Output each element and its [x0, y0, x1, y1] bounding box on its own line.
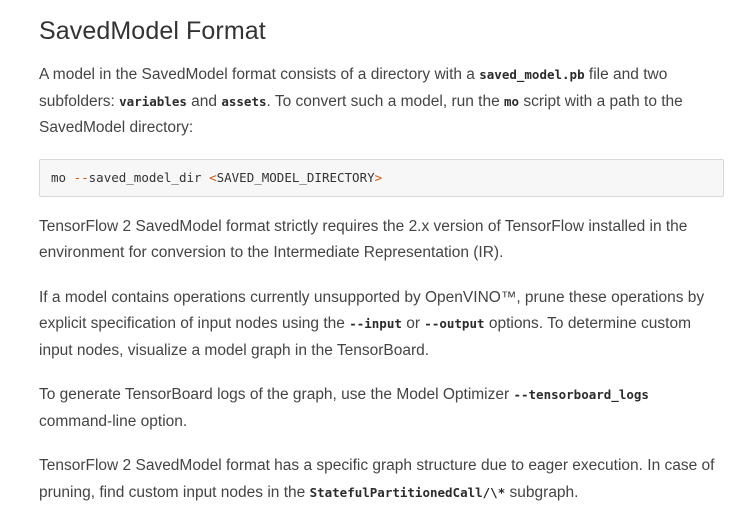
text-segment: options. To determine custom input nodes, visualize a model graph in the TensorBoard.	[39, 315, 692, 359]
text-segment: subgraph.	[505, 483, 579, 501]
text-segment: A model in the SavedModel format consists of a directory with a	[39, 66, 480, 83]
code-placeholder: SAVED_MODEL_DIRECTORY	[216, 170, 375, 185]
inline-code-assets: assets	[221, 93, 267, 109]
command-code-block[interactable]	[39, 159, 724, 197]
inline-code-output: --output	[424, 316, 485, 331]
paragraph-savedmodel-structure	[39, 62, 725, 142]
text-segment: . To convert such a model, run the	[266, 92, 505, 110]
text-segment: script with a path to the SavedModel directory:	[39, 92, 683, 136]
paragraph-graph-structure	[39, 453, 725, 506]
inline-code-mo: mo	[504, 93, 520, 109]
text-segment: TensorFlow 2 SavedModel format has a specific graph structure due to eager execution. In case of pruning, find custom input nodes in the	[39, 457, 715, 501]
inline-code-tensorboard-logs: --tensorboard_logs	[513, 387, 649, 402]
text-segment: command-line option.	[39, 412, 188, 430]
code-greater-than: >	[374, 170, 383, 185]
inline-code-saved-model-pb: saved_model.pb	[479, 67, 585, 82]
paragraph-tf2-requirement: TensorFlow 2 SavedModel format strictly requires the 2.x version of TensorFlow installed in the environment for conversion to the Intermediate Representation (IR).	[39, 217, 688, 261]
code-command: mo	[51, 170, 74, 185]
inline-code-stateful-partitioned-call: StatefulPartitionedCall/\*	[309, 484, 506, 500]
inline-code-variables: variables	[119, 93, 187, 109]
text-segment: file and two subfolders:	[39, 66, 668, 110]
inline-code-input: --input	[349, 316, 402, 331]
code-less-than: <	[209, 170, 217, 185]
code-flag-dashes: --	[73, 170, 89, 185]
text-segment: or	[401, 315, 425, 332]
document-content	[39, 0, 725, 506]
paragraph-tensorboard-logs	[39, 382, 725, 435]
code-argument: saved_model_dir	[88, 170, 210, 185]
section-heading: SavedModel Format	[39, 17, 266, 45]
text-segment: and	[186, 92, 222, 110]
text-segment: If a model contains operations currently unsupported by OpenVINO™, prune these operations by explicit specification of input nodes using the	[39, 288, 705, 332]
paragraph-pruning	[39, 285, 725, 365]
text-segment: To generate TensorBoard logs of the graph, use the Model Optimizer	[39, 386, 514, 403]
